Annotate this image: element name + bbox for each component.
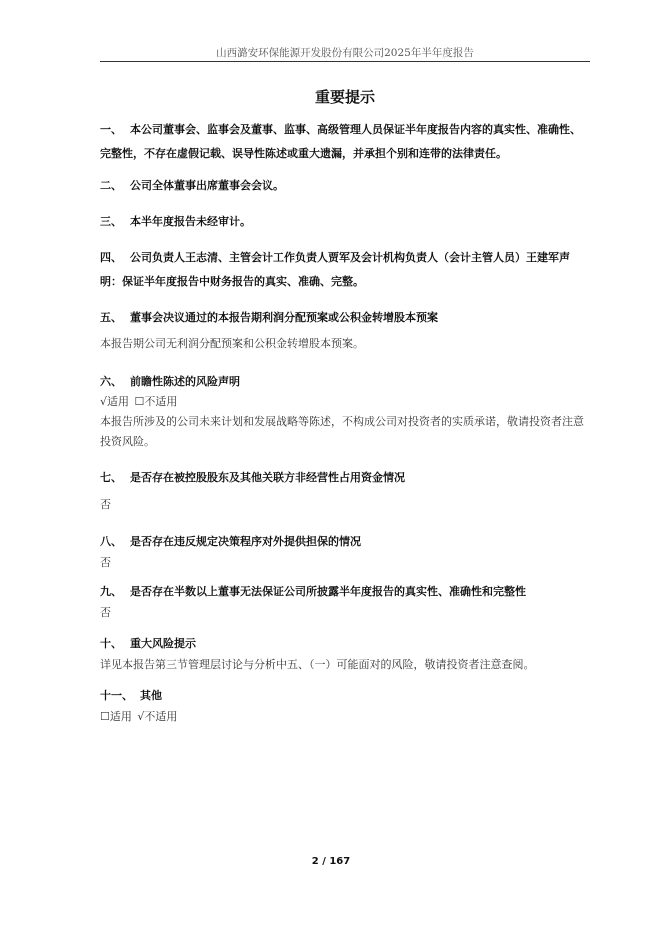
section-text: 公司全体董事出席董事会会议。 <box>130 179 284 192</box>
section-8-body: 否 <box>100 556 111 569</box>
section-text: 重大风险提示 <box>130 637 196 650</box>
section-number: 一、 <box>100 123 122 136</box>
section-number: 十、 <box>100 637 122 650</box>
page-title: 重要提示 <box>314 88 375 106</box>
section-6-applicability <box>100 392 590 412</box>
section-text: 本公司董事会、监事会及董事、监事、高级管理人员保证半年度报告内容的真实性、准确性、完整性，不存在虚假记载、误导性陈述或重大遗漏，并承担个别和连带的法律责任。 <box>100 123 581 160</box>
section-number: 九、 <box>100 585 122 598</box>
section-9-body: 否 <box>100 606 111 619</box>
page-number: 2 / 167 <box>311 856 351 867</box>
section-text: 董事会决议通过的本报告期利润分配预案或公积金转增股本预案 <box>130 311 438 324</box>
section-7 <box>100 466 590 490</box>
section-6-body: 本报告所涉及的公司未来计划和发展战略等陈述，不构成公司对投资者的实质承诺，敬请投资者注意投资风险。 <box>100 415 584 448</box>
section-number: 四、 <box>100 251 122 264</box>
section-10-body: 详见本报告第三节管理层讨论与分析中五、（一）可能面对的风险，敬请投资者注意查阅。 <box>100 658 535 671</box>
section-text: 是否存在半数以上董事无法保证公司所披露半年度报告的真实性、准确性和完整性 <box>130 585 526 598</box>
section-11 <box>100 684 590 708</box>
section-number: 五、 <box>100 311 122 324</box>
section-1 <box>100 118 590 166</box>
header-divider <box>100 61 590 62</box>
section-number: 六、 <box>100 375 122 388</box>
checkbox-applicable: ☐适用 <box>100 710 132 723</box>
section-text: 是否存在违反规定决策程序对外提供担保的情况 <box>130 535 361 548</box>
checkbox-not-applicable: ☐不适用 <box>134 395 178 408</box>
section-5 <box>100 306 590 330</box>
checkbox-applicable: √适用 <box>100 395 130 408</box>
section-9 <box>100 580 590 604</box>
section-text: 是否存在被控股股东及其他关联方非经营性占用资金情况 <box>130 471 405 484</box>
report-header-title: 山西潞安环保能源开发股份有限公司2025年半年度报告 <box>216 47 474 59</box>
section-number: 八、 <box>100 535 122 548</box>
section-4 <box>100 246 590 294</box>
section-10 <box>100 632 590 656</box>
section-5-body: 本报告期公司无利润分配预案和公积金转增股本预案。 <box>100 337 364 350</box>
section-number: 七、 <box>100 471 122 484</box>
section-text: 公司负责人王志清、主管会计工作负责人贾军及会计机构负责人（会计主管人员）王建军声明：保证半年度报告中财务报告的真实、准确、完整。 <box>100 251 570 288</box>
section-8 <box>100 530 590 554</box>
section-number: 三、 <box>100 215 122 228</box>
section-7-body: 否 <box>100 498 111 511</box>
section-2 <box>100 174 590 198</box>
section-11-applicability <box>100 707 590 727</box>
section-number: 二、 <box>100 179 122 192</box>
section-text: 其他 <box>140 689 162 702</box>
section-6 <box>100 370 590 394</box>
checkbox-not-applicable: √不适用 <box>137 710 178 723</box>
section-text: 本半年度报告未经审计。 <box>130 215 251 228</box>
section-3 <box>100 210 590 234</box>
section-number: 十一、 <box>100 689 133 702</box>
section-text: 前瞻性陈述的风险声明 <box>130 375 240 388</box>
